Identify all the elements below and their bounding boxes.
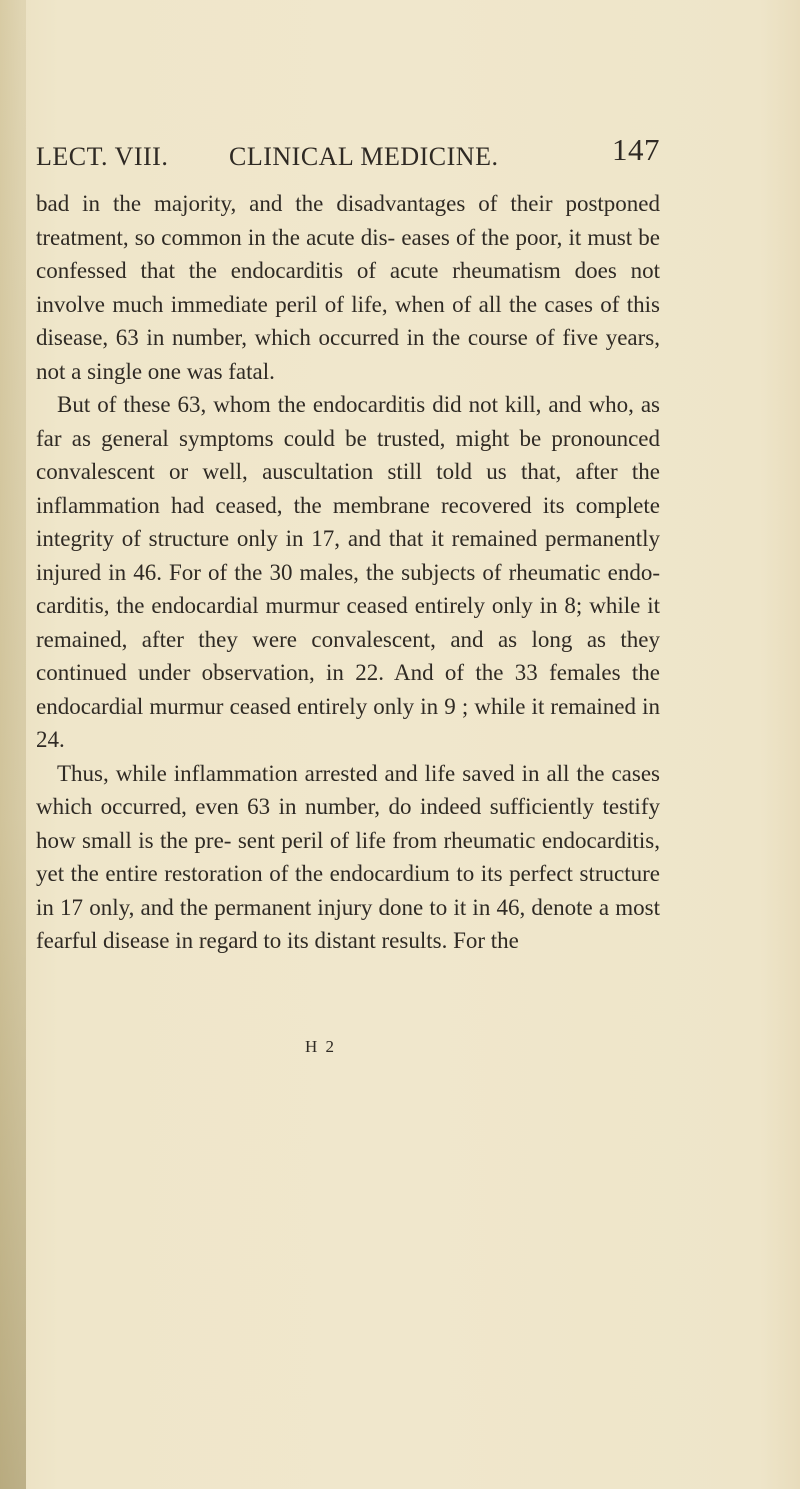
page-edge-shadow [0,0,26,1489]
page-number: 147 [612,132,660,167]
running-head [36,132,660,172]
signature-mark: H 2 [305,1037,337,1056]
lecture-number: LECT. VIII. [36,142,169,171]
body-text [36,187,660,958]
book-title: CLINICAL MEDICINE. [229,142,499,171]
paragraph: But of these 63, whom the endocarditis did not kill, and who, as far as general symptoms could be trusted, might be pronounced convalescent or well, auscultation still told us that, after the inflammation had ceased, the membrane recovered its complete integrity of structure only in 17, and that it remained permanently injured in 46. For of the 30 males, the subjects of rheumatic endo- carditis, the endocardial murmur ceased entirely only in 8; while it remained, after they were convalescent, and as long as they continued under observation, in 22. And of the 33 females the endocardial murmur ceased entirely only in 9 ; while it remained in 24. [36,392,660,752]
paragraph: Thus, while inflammation arrested and life saved in all the cases which occurred, even 63 in number, do indeed sufficiently testify how small is the pre- sent peril of life from rheumatic endocarditis, yet the entire restoration of the endocardium to its perfect structure in 17 only, and the permanent injury done to it in 46, denote a most fearful disease in regard to its distant results. For the [36,760,660,953]
paragraph-continued: bad in the majority, and the disadvantages of their postponed treatment, so common in the acute dis- eases of the poor, it must be confessed that the endocarditis of acute rheumatism does not involve much immediate peril of life, when of all the cases of this disease, 63 in number, which occurred in the course of five years, not a single one was fatal. [36,191,660,384]
